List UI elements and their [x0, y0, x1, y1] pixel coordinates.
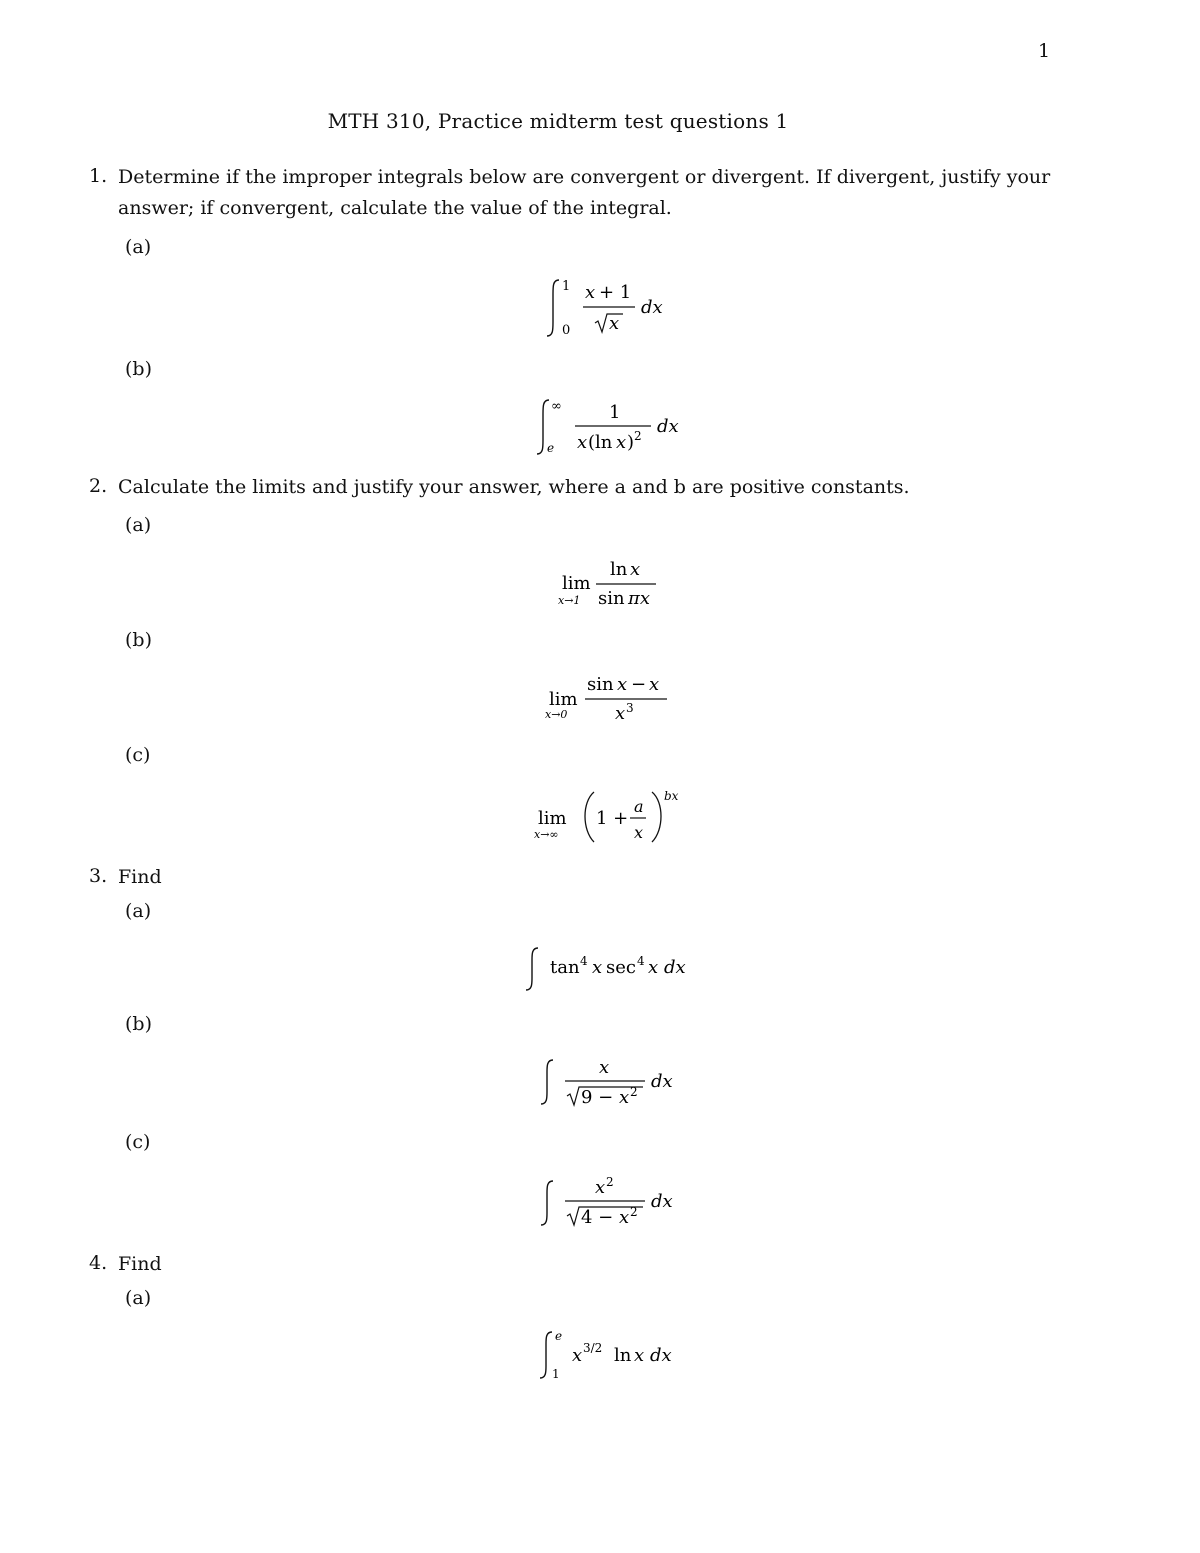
svg-text:−: −: [631, 674, 647, 695]
svg-text:2: 2: [606, 1175, 614, 1189]
svg-text:sin: sin: [587, 674, 614, 695]
svg-text:1: 1: [609, 402, 621, 423]
question-1a-formula: [545, 276, 675, 345]
question-4a-formula: [538, 1328, 688, 1389]
question-1-text-line2: answer; if convergent, calculate the value of the integral.: [118, 197, 672, 219]
svg-text:dx: dx: [657, 416, 679, 437]
svg-text:x: x: [649, 674, 660, 695]
svg-text:4 −: 4 −: [581, 1207, 614, 1228]
svg-text:dx: dx: [651, 1191, 673, 1212]
question-3-text: Find: [118, 866, 162, 888]
svg-text:+ 1: + 1: [599, 282, 632, 303]
svg-text:dx: dx: [650, 1345, 672, 1366]
question-2-text: Calculate the limits and justify your answer, where a and b are positive constants.: [118, 476, 910, 498]
svg-text:lim: lim: [562, 573, 591, 594]
svg-text:∞: ∞: [551, 399, 562, 414]
svg-text:x: x: [609, 313, 620, 334]
svg-text:x: x: [616, 432, 627, 453]
svg-text:dx: dx: [641, 297, 663, 318]
question-2a-label: (a): [125, 514, 152, 536]
svg-text:dx: dx: [651, 1071, 673, 1092]
svg-text:): ): [627, 432, 635, 453]
question-2c-label: (c): [125, 744, 151, 766]
question-1b-formula: [535, 396, 685, 463]
svg-text:(ln: (ln: [588, 432, 613, 453]
svg-text:bx: bx: [664, 789, 679, 803]
svg-text:tan: tan: [550, 957, 580, 978]
svg-text:1 +: 1 +: [596, 808, 629, 829]
question-1-text-line1: Determine if the improper integrals below are convergent or divergent. If divergent, justify your: [118, 166, 1051, 188]
svg-text:2: 2: [630, 1085, 638, 1099]
svg-text:x: x: [595, 1177, 606, 1198]
question-3b-formula: [539, 1054, 684, 1117]
svg-text:1: 1: [552, 1367, 560, 1381]
svg-text:9 −: 9 −: [581, 1087, 614, 1108]
svg-text:sin: sin: [598, 588, 625, 609]
svg-text:0: 0: [562, 323, 571, 338]
question-3-number: 3.: [89, 865, 108, 887]
svg-text:x: x: [615, 703, 626, 724]
question-2-number: 2.: [89, 475, 108, 497]
svg-text:2: 2: [630, 1205, 638, 1219]
svg-text:lim: lim: [538, 808, 567, 829]
svg-text:x: x: [592, 957, 603, 978]
svg-text:4: 4: [637, 954, 645, 968]
question-3c-label: (c): [125, 1131, 151, 1153]
question-3c-formula: [539, 1175, 684, 1238]
question-4-number: 4.: [89, 1252, 108, 1274]
svg-text:x→0: x→0: [545, 708, 568, 721]
svg-text:πx: πx: [628, 588, 650, 609]
svg-text:x: x: [617, 674, 628, 695]
svg-text:sec: sec: [606, 957, 636, 978]
question-2b-label: (b): [125, 629, 152, 651]
page-title: MTH 310, Practice midterm test questions 1: [327, 109, 789, 133]
question-2b-formula: [543, 670, 673, 731]
question-2a-formula: [556, 556, 666, 617]
svg-text:x: x: [619, 1207, 630, 1228]
svg-text:3/2: 3/2: [583, 1341, 603, 1355]
svg-text:x: x: [585, 282, 596, 303]
svg-text:lim: lim: [549, 689, 578, 710]
svg-text:x→∞: x→∞: [534, 828, 559, 841]
svg-text:x: x: [619, 1087, 630, 1108]
svg-text:x: x: [634, 1345, 645, 1366]
svg-text:a: a: [634, 797, 644, 816]
svg-text:x→1: x→1: [558, 594, 581, 607]
question-1b-label: (b): [125, 358, 152, 380]
svg-text:x: x: [634, 823, 644, 842]
svg-text:dx: dx: [664, 957, 686, 978]
question-3a-label: (a): [125, 900, 152, 922]
svg-text:4: 4: [580, 954, 588, 968]
question-3b-label: (b): [125, 1013, 152, 1035]
question-1a-label: (a): [125, 236, 152, 258]
question-2c-formula: [532, 784, 692, 853]
question-4-text: Find: [118, 1253, 162, 1275]
question-1-number: 1.: [89, 165, 108, 187]
page-number: 1: [1038, 40, 1051, 62]
svg-text:e: e: [555, 1329, 563, 1343]
svg-text:1: 1: [562, 279, 571, 294]
svg-text:e: e: [547, 441, 555, 455]
svg-text:x: x: [577, 432, 588, 453]
svg-text:x: x: [572, 1345, 583, 1366]
question-4a-label: (a): [125, 1287, 152, 1309]
svg-text:x: x: [599, 1057, 610, 1078]
svg-text:x: x: [648, 957, 659, 978]
svg-text:ln: ln: [614, 1345, 632, 1366]
svg-text:ln: ln: [610, 559, 628, 580]
svg-text:x: x: [630, 559, 641, 580]
svg-text:3: 3: [626, 701, 634, 715]
question-3a-formula: [524, 944, 699, 999]
svg-text:2: 2: [634, 429, 642, 443]
